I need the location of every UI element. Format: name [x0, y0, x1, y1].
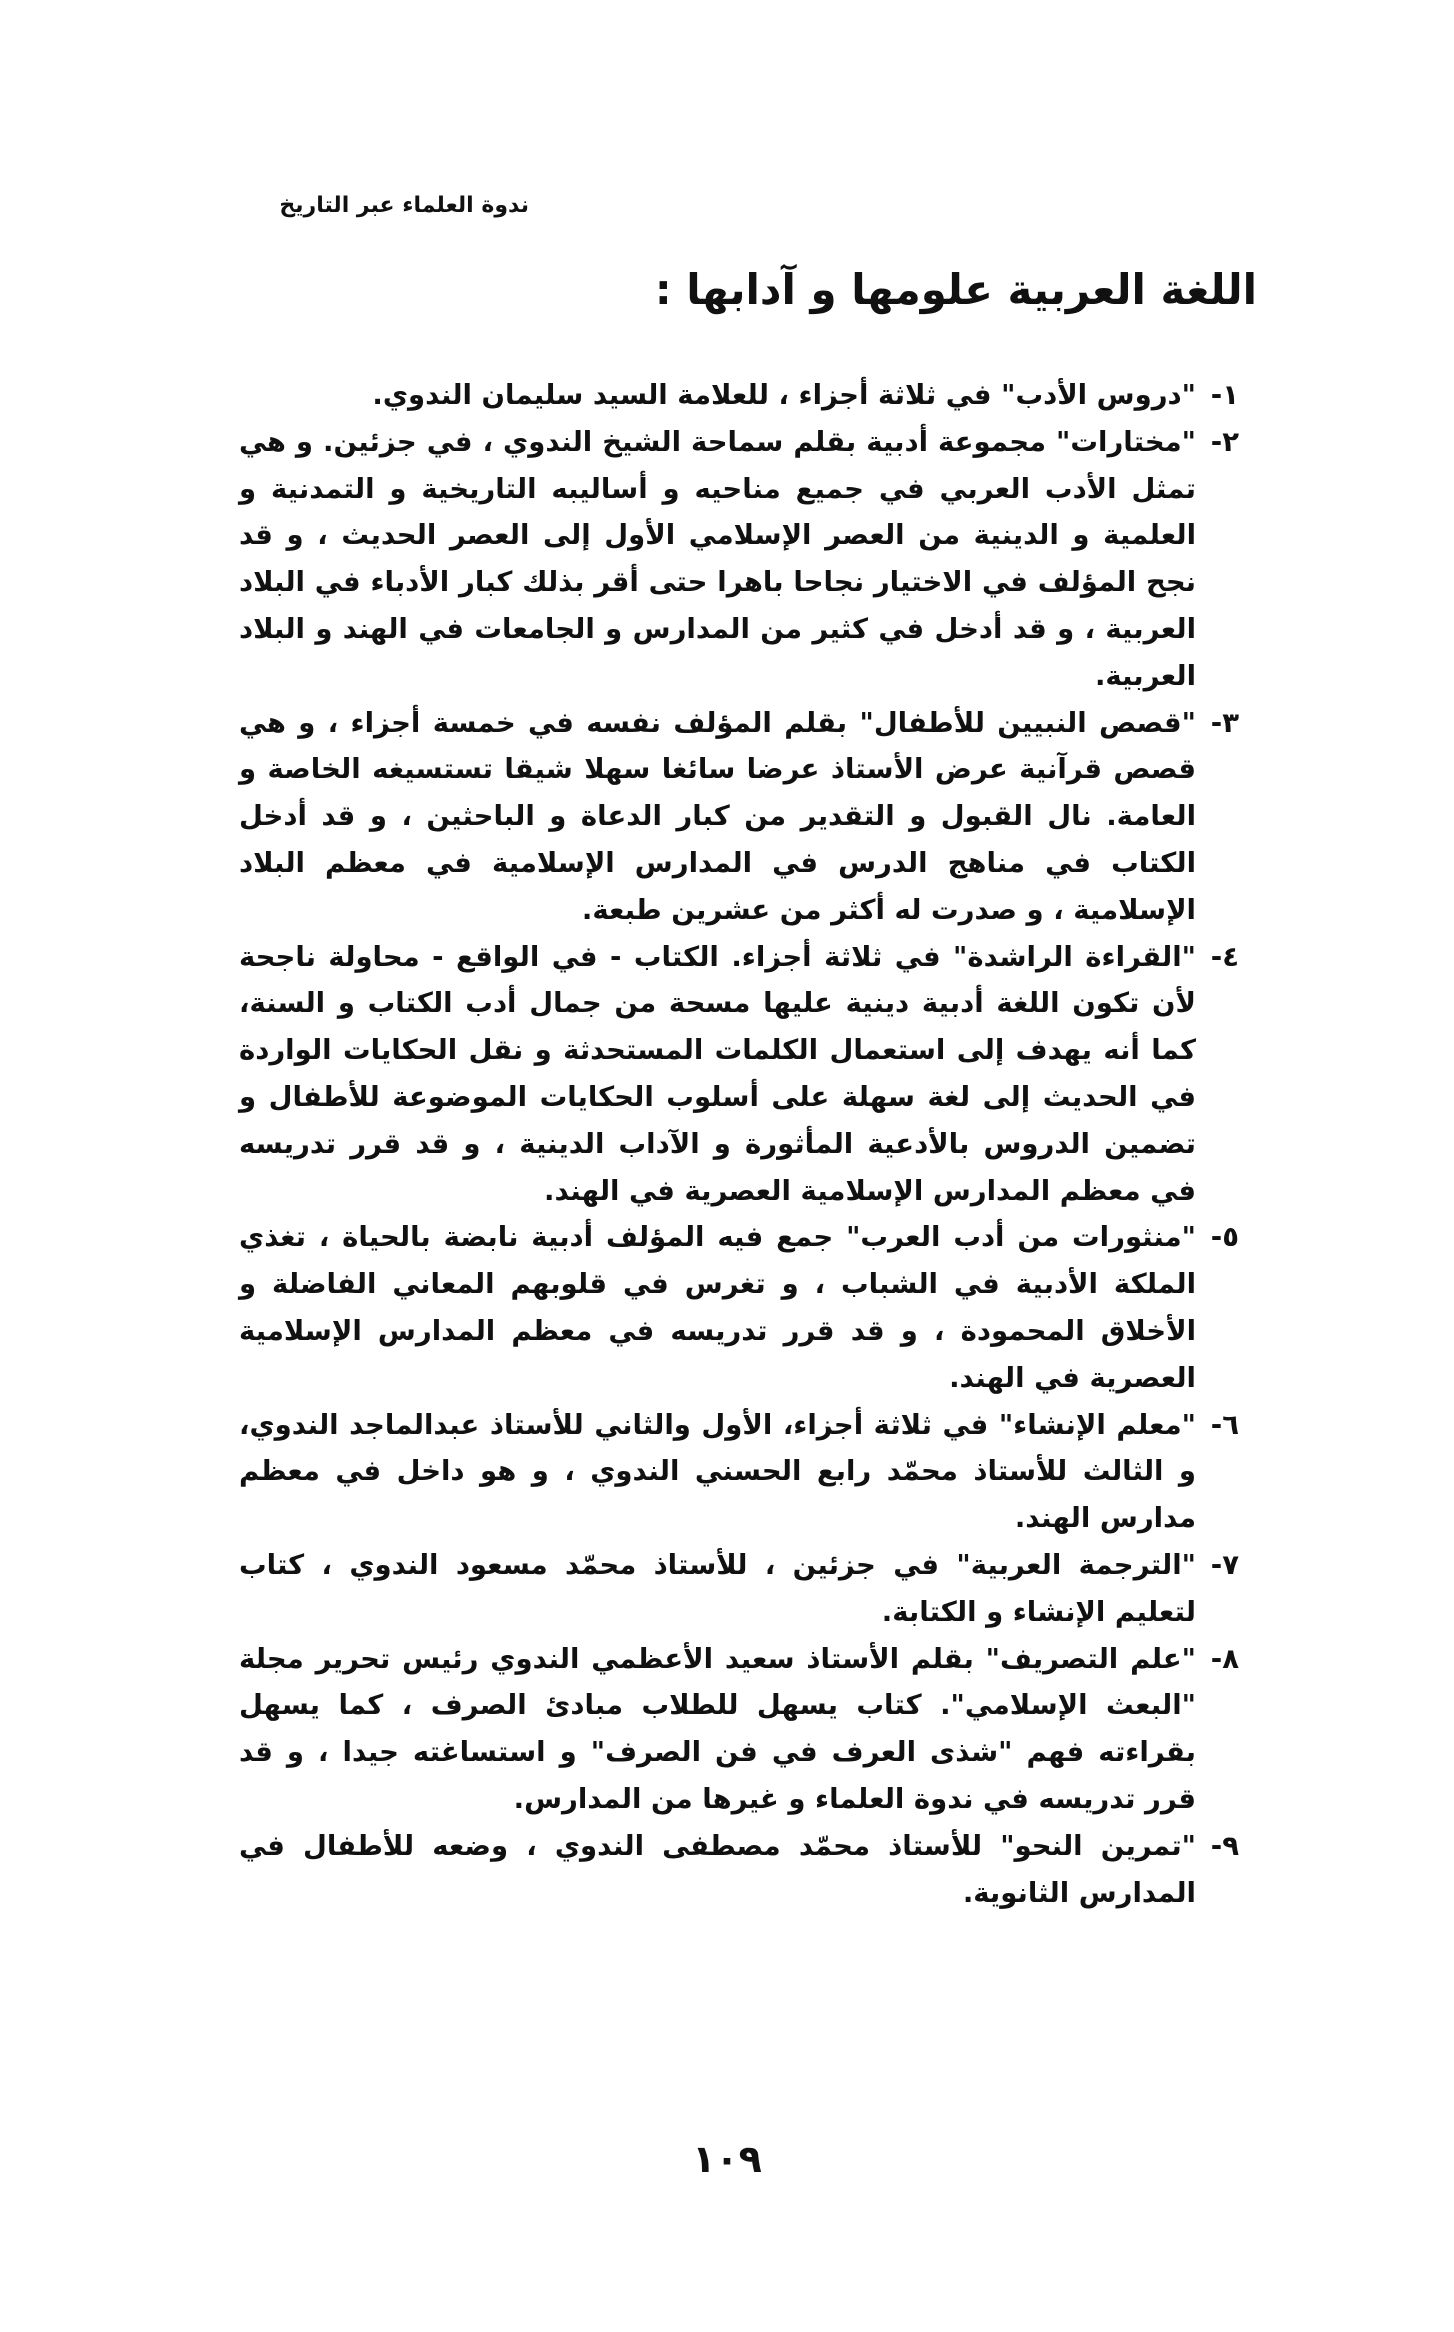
entry-number: ٨-: [1210, 1642, 1239, 1675]
list-item: [239, 419, 1239, 700]
list-item: [239, 1542, 1239, 1636]
entry-text: "دروس الأدب" في ثلاثة أجزاء ، للعلامة السيد سليمان الندوي.: [372, 379, 1196, 411]
list-item: [239, 934, 1239, 1215]
entry-text: "تمرين النحو" للأستاذ محمّد مصطفى الندوي ، وضعه للأطفال في المدارس الثانوية.: [239, 1829, 1196, 1909]
entry-text: "منثورات من أدب العرب" جمع فيه المؤلف أدبية نابضة بالحياة ، تغذي الملكة الأدبية في الشباب ، و تغرس في قلوبهم المعاني الفاضلة و الأخلاق المحمودة ، و قد قرر تدريسه في معظم المدارس الإسلامية العصرية في الهند.: [239, 1221, 1196, 1394]
entry-number: ٦-: [1210, 1408, 1239, 1441]
entry-number: ٧-: [1210, 1548, 1239, 1581]
entry-number: ٤-: [1210, 940, 1239, 973]
list-item: [239, 1214, 1239, 1401]
running-header: ندوة العلماء عبر التاريخ: [279, 193, 529, 218]
entry-text: "قصص النبيين للأطفال" بقلم المؤلف نفسه في خمسة أجزاء ، و هي قصص قرآنية عرض الأستاذ عرضا سائغا سهلا شيقا تستسيغه الخاصة و العامة. نال القبول و التقدير من كبار الدعاة و الباحثين ، و قد أدخل الكتاب في مناهج الدرس في المدارس الإسلامية في معظم البلاد الإسلامية ، و صدرت له أكثر من عشرين طبعة.: [239, 706, 1196, 926]
entry-list: [239, 372, 1239, 1916]
entry-text: "القراءة الراشدة" في ثلاثة أجزاء. الكتاب - في الواقع - محاولة ناجحة لأن تكون اللغة أدبية دينية عليها مسحة من جمال أدب الكتاب و السنة، كما أنه يهدف إلى استعمال الكلمات المستحدثة و نقل الحكايات الواردة في الحديث إلى لغة سهلة على أسلوب الحكايات الموضوعة للأطفال و تضمين الدروس بالأدعية المأثورة و الآداب الدينية ، و قد قرر تدريسه في معظم المدارس الإسلامية العصرية في الهند.: [239, 940, 1196, 1207]
entry-number: ٢-: [1210, 425, 1239, 458]
list-item: [239, 372, 1239, 419]
entry-number: ٥-: [1210, 1221, 1239, 1254]
page-number: ١٠٩: [692, 2137, 762, 2181]
list-item: [239, 1402, 1239, 1542]
entry-number: ٩-: [1210, 1829, 1239, 1862]
list-item: [239, 700, 1239, 934]
section-title: اللغة العربية علومها و آدابها :: [654, 265, 1257, 314]
entry-number: ١-: [1210, 379, 1239, 411]
entry-text: "مختارات" مجموعة أدبية بقلم سماحة الشيخ الندوي ، في جزئين. و هي تمثل الأدب العربي في جميع مناحيه و أساليبه التاريخية و التمدنية و العلمية و الدينية من العصر الإسلامي الأول إلى العصر الحديث ، و قد نجح المؤلف في الاختيار نجاحا باهرا حتى أقر بذلك كبار الأدباء في البلاد العربية ، و قد أدخل في كثير من المدارس و الجامعات في الهند و البلاد العربية.: [239, 425, 1196, 692]
entry-text: "معلم الإنشاء" في ثلاثة أجزاء، الأول والثاني للأستاذ عبدالماجد الندوي، و الثالث للأستاذ محمّد رابع الحسني الندوي ، و هو داخل في معظم مدارس الهند.: [239, 1408, 1196, 1535]
list-item: [239, 1823, 1239, 1917]
entry-text: "الترجمة العربية" في جزئين ، للأستاذ محمّد مسعود الندوي ، كتاب لتعليم الإنشاء و الكتابة.: [239, 1548, 1196, 1628]
list-item: [239, 1636, 1239, 1823]
entry-text: "علم التصريف" بقلم الأستاذ سعيد الأعظمي الندوي رئيس تحرير مجلة "البعث الإسلامي". كتاب يسهل للطلاب مبادئ الصرف ، كما يسهل بقراءته فهم "شذى العرف في فن الصرف" و استساغته جيدا ، و قد قرر تدريسه في ندوة العلماء و غيرها من المدارس.: [239, 1642, 1196, 1815]
entry-number: ٣-: [1210, 706, 1239, 739]
